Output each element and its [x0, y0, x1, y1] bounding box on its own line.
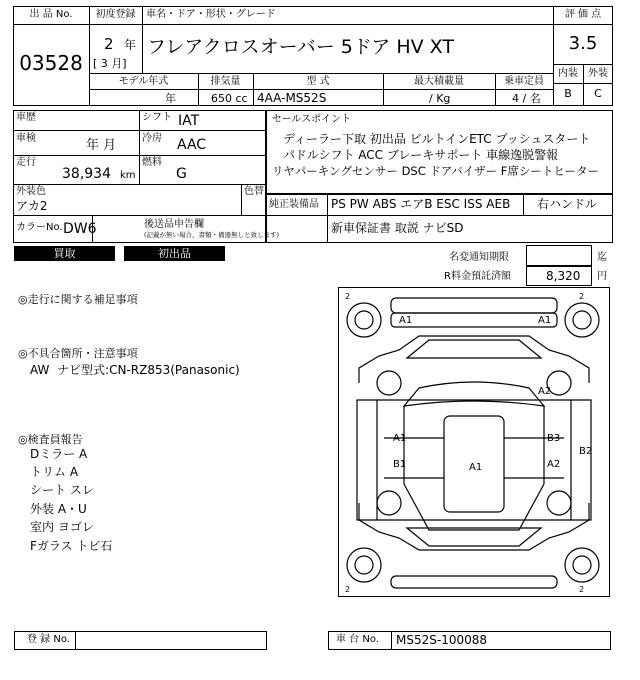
- score-value: 3.5: [568, 33, 598, 54]
- damage-mark: A2: [538, 386, 552, 397]
- interior-label: 内装: [558, 68, 578, 79]
- inspector-line: Dミラー A: [30, 447, 88, 461]
- type-label: 型 式: [306, 76, 330, 87]
- color-no-label: カラーNo.: [16, 222, 63, 233]
- lot-label: 出 品 No.: [29, 9, 73, 20]
- tire-depth-rl: 2: [345, 585, 351, 594]
- damage-mark: A1: [399, 315, 413, 326]
- score-label: 評 価 点: [564, 9, 602, 20]
- mileage-unit: km: [120, 170, 136, 181]
- color-change-label: 色替: [244, 186, 264, 197]
- steering-value: 右ハンドル: [537, 197, 598, 211]
- damage-mark: A1: [469, 462, 483, 473]
- shift-label: シフト: [142, 112, 172, 123]
- defects-title: ◎不具合箇所・注意事項: [18, 347, 138, 360]
- sales-point-line-3: リヤパーキングセンサー DSC ドアバイザー F席シートヒーター: [272, 164, 599, 178]
- ac-label: 冷房: [142, 133, 162, 144]
- recycle-value: 8,320: [546, 269, 581, 283]
- car-outline: [339, 288, 609, 596]
- tire-depth-fl: 2: [345, 292, 351, 301]
- reg-year: 2: [104, 35, 114, 53]
- history-label: 車歴: [16, 112, 36, 123]
- capacity-value: 4 / 名: [512, 92, 541, 105]
- aftermarket-label: 後送品申告欄: [144, 219, 204, 230]
- damage-mark: A1: [393, 433, 407, 444]
- fuel-label: 燃料: [142, 157, 162, 168]
- first-reg-label: 初度登録: [95, 9, 136, 20]
- ac-value: AAC: [177, 137, 207, 153]
- equipment-label: 純正装備品: [269, 199, 319, 210]
- inspector-line: トリム A: [30, 465, 79, 479]
- mileage-label: 走行: [16, 157, 36, 168]
- model-year-label: モデル年式: [118, 76, 169, 87]
- damage-mark: A1: [538, 315, 552, 326]
- lot-number: 03528: [19, 51, 83, 75]
- car-diagram: [338, 287, 610, 597]
- color-no-value: DW6: [63, 221, 97, 237]
- inspection-value: 年 月: [86, 138, 117, 153]
- tire-depth-rr: 2: [579, 585, 585, 594]
- vehicle-name: フレアクロスオーバー 5ドア HV XT: [147, 36, 454, 58]
- capacity-label: 乗車定員: [504, 76, 544, 87]
- reg-year-unit: 年: [124, 38, 137, 52]
- inspector-line: 室内 ヨゴレ: [30, 520, 94, 534]
- recycle-unit: 円: [597, 271, 607, 282]
- equipment-items: PS PW ABS エアB ESC ISS AEB: [331, 197, 511, 211]
- model-year-unit: 年: [165, 92, 176, 105]
- recycle-label: R料金預託済額: [444, 271, 511, 282]
- inspector-title: ◎検査員報告: [18, 433, 83, 446]
- exterior-label: 外装: [588, 68, 608, 79]
- reg-month: [ 3 月]: [93, 57, 127, 70]
- damage-mark: B2: [579, 446, 593, 457]
- displacement-value: 650 cc: [211, 92, 248, 105]
- chassis-label: 車 台 No.: [336, 634, 379, 645]
- warranty-text: 新車保証書 取説 ナビSD: [331, 221, 464, 235]
- chassis-value: MS52S-100088: [396, 633, 487, 647]
- sales-points-label: セールスポイント: [272, 114, 352, 125]
- name-change-label: 名変通知期限: [449, 252, 509, 263]
- driving-notes-title: ◎走行に関する補足事項: [18, 293, 138, 306]
- exterior-color-value: アカ2: [16, 199, 48, 213]
- mileage-value: 38,934: [62, 166, 111, 182]
- exterior-grade: C: [594, 87, 602, 100]
- vehicle-label: 車名・ドア・形状・グレード: [146, 9, 276, 20]
- displacement-label: 排気量: [210, 76, 241, 87]
- first-listing-badge: 初出品: [124, 246, 225, 261]
- damage-mark: A2: [547, 459, 561, 470]
- sales-point-line-2: パドルシフト ACC ブレーキサポート 車線逸脱警報: [283, 148, 559, 162]
- inspector-line: Fガラス トビ石: [30, 539, 113, 553]
- sales-point-line-1: ディーラー下取 初出品 ビルトインETC プッシュスタート: [283, 132, 591, 146]
- inspection-label: 車検: [16, 133, 36, 144]
- shift-value: IAT: [178, 113, 200, 129]
- max-load-label: 最大積載量: [414, 76, 464, 87]
- reg-no-label: 登 録 No.: [27, 634, 70, 645]
- name-change-field: [526, 245, 592, 266]
- inspector-line: シート スレ: [30, 483, 94, 497]
- damage-mark: B3: [547, 433, 561, 444]
- interior-grade: B: [564, 87, 572, 100]
- damage-mark: B1: [393, 459, 407, 470]
- type-code: 4AA-MS52S: [257, 91, 327, 105]
- exterior-color-label: 外装色: [16, 186, 46, 197]
- defects-line: AW ナビ型式:CN-RZ853(Panasonic): [30, 363, 240, 377]
- buy-badge: 買取: [14, 246, 115, 261]
- name-change-unit: 迄: [597, 252, 607, 263]
- max-load-value: / Kg: [429, 92, 451, 105]
- aftermarket-note: (記載が無い場合、書類・備器無しと致します): [144, 231, 280, 239]
- inspector-line: 外装 A・U: [30, 502, 87, 516]
- tire-depth-fr: 2: [579, 292, 585, 301]
- fuel-value: G: [176, 166, 187, 182]
